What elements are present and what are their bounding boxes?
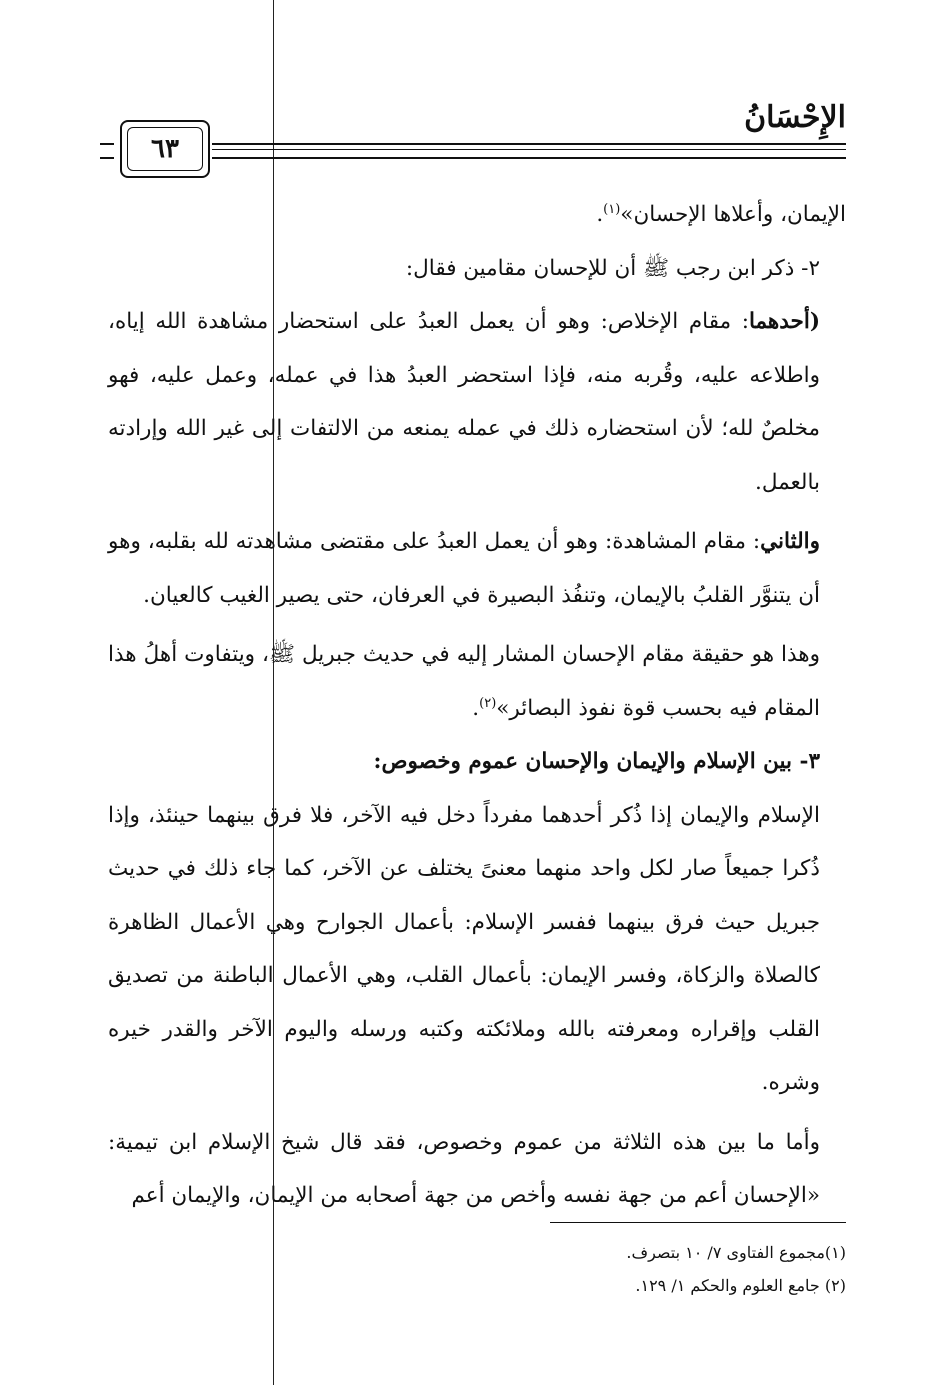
paragraph-1-text: الإيمان، وأعلاها الإحسان» <box>620 202 846 227</box>
page-number: ٦٣ <box>127 127 203 171</box>
footnote-separator <box>550 1222 846 1223</box>
paragraph-5 <box>108 628 846 735</box>
footnote-2: (٢) جامع العلوم والحكم ١/ ١٢٩. <box>635 1276 846 1295</box>
footnote-ref-1: (١) <box>603 201 621 217</box>
paragraph-8: وأما ما بين هذه الثلاثة من عموم وخصوص، فقد قال شيخ الإسلام ابن تيمية: «الإحسان أعم من جهة نفسه وأخص من جهة أصحابه من الإيمان، والإيمان أعم <box>108 1129 820 1208</box>
section-heading-text: ٣- بين الإسلام والإيمان والإحسان عموم وخصوص: <box>373 749 820 774</box>
running-title: الإِحْسَانُ <box>744 100 846 135</box>
paragraph-3-text: : مقام الإخلاص: وهو أن يعمل العبدُ على استحضار مشاهدة الله إياه، واطلاعه عليه، وقُربه منه، فإذا استحضر العبدُ هذا في عمله، وعمل عليه، فهو مخلصٌ لله؛ لأن استحضاره ذلك في عمله يمنعه من الالتفات إلى غير الله وإرادته بالعمل. <box>108 309 820 495</box>
main-text <box>108 188 846 1223</box>
paragraph-1-end: . <box>596 202 604 227</box>
paragraph-4-text: : مقام المشاهدة: وهو أن يعمل العبدُ على مقتضى مشاهدته لله بقلبه، وهو أن يتنوَّر القلبُ بالإيمان، وتنفُذ البصيرة في العرفان، حتى يصير الغيب كالعيان. <box>108 529 820 608</box>
paragraph-1 <box>108 188 846 242</box>
paragraph-5-text: وهذا هو حقيقة مقام الإحسان المشار إليه في حديث جبريل ﷺ، ويتفاوت أهلُ هذا المقام فيه بحسب قوة نفوذ البصائر» <box>108 642 820 721</box>
header-rule <box>212 143 846 159</box>
footnotes <box>300 1236 846 1302</box>
paragraph-5-end: . <box>472 695 480 721</box>
footnote-ref-2: (٢) <box>479 695 497 711</box>
paragraph-4 <box>108 515 846 622</box>
header-rule-end <box>100 143 114 159</box>
paragraph-2: ٢- ذكر ابن رجب ﷺ أن للإحسان مقامين فقال: <box>405 255 820 281</box>
paragraph-3 <box>108 295 846 509</box>
page-number-frame <box>120 120 210 178</box>
footnote-1: (١)مجموع الفتاوى ٧/ ١٠ بتصرف. <box>626 1243 846 1262</box>
paragraph-7: الإسلام والإيمان إذا ذُكر أحدهما مفرداً دخل فيه الآخر، فلا فرق بينهما حينئذ، وإذا ذُكرا جميعاً صار لكل واحد منهما معنىً يختلف عن الآخر، كما جاء ذلك في حديث جبريل حيث فرق بينهما ففسر الإسلام: بأعمال الجوارح وهي الأعمال الظاهرة كالصلاة والزكاة، وفسر الإيمان: بأعمال القلب، وهي الأعمال الباطنة من تصديق القلب وإقراره ومعرفته بالله وملائكته وكتبه ورسله واليوم الآخر والقدر خيره وشره. <box>108 802 820 1095</box>
paragraph-4-lead: والثاني <box>760 529 820 554</box>
paragraph-3-lead: (أحدهما <box>748 309 820 334</box>
section-heading <box>108 735 846 789</box>
